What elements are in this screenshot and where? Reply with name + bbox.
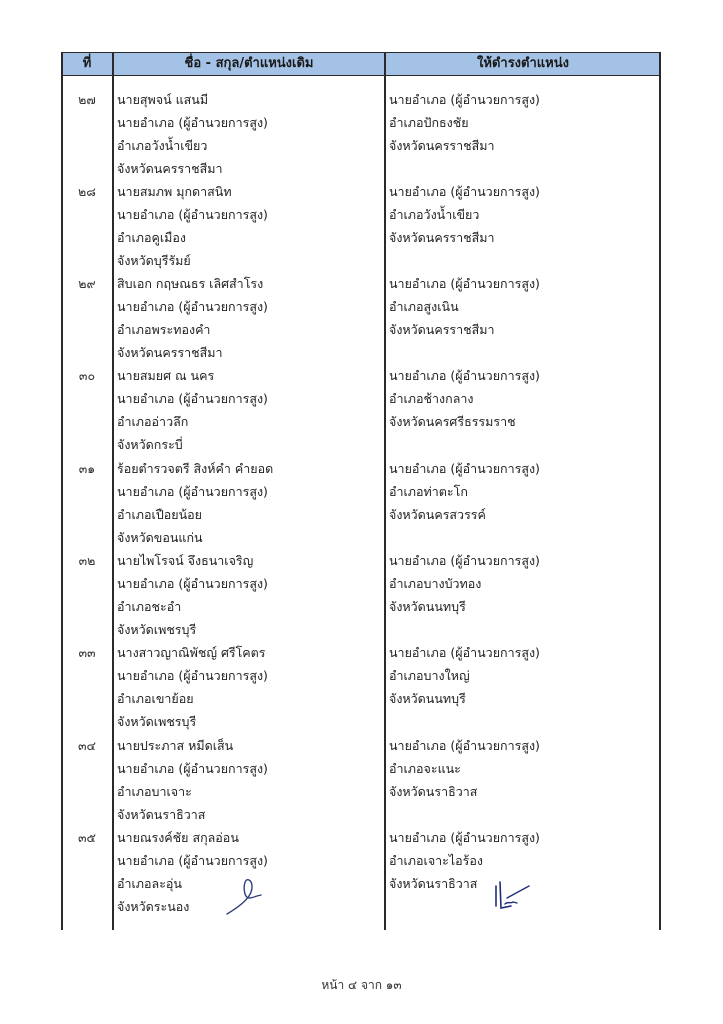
previous-position-line: อำเภอวังน้ำเขียว bbox=[117, 138, 208, 153]
table-header bbox=[61, 52, 661, 76]
previous-position-line: นายอำเภอ (ผู้อำนวยการสูง) bbox=[117, 853, 268, 868]
new-position-line: นายอำเภอ (ผู้อำนวยการสูง) bbox=[389, 645, 540, 660]
new-position-line: จังหวัดนครสวรรค์ bbox=[389, 507, 486, 522]
previous-position-line: อำเภอเปือยน้อย bbox=[117, 507, 202, 522]
new-position-line: อำเภอบางใหญ่ bbox=[389, 668, 470, 683]
new-position-line: อำเภอบางบัวทอง bbox=[389, 576, 482, 591]
person-name: นายสุพจน์ แสนมี bbox=[117, 92, 209, 107]
previous-position-line: อำเภอพระทองคำ bbox=[117, 322, 211, 337]
new-position-cell bbox=[389, 180, 657, 249]
new-position-line: อำเภอวังน้ำเขียว bbox=[389, 207, 480, 222]
signature-left-icon bbox=[223, 874, 273, 919]
previous-position-line: นายอำเภอ (ผู้อำนวยการสูง) bbox=[117, 668, 268, 683]
new-position-cell bbox=[389, 549, 657, 618]
table-row bbox=[61, 88, 661, 180]
entry-number: ๒๙ bbox=[78, 276, 96, 291]
previous-position-line: นายอำเภอ (ผู้อำนวยการสูง) bbox=[117, 576, 268, 591]
previous-position-cell bbox=[117, 734, 385, 826]
new-position-line: จังหวัดนครราชสีมา bbox=[389, 322, 495, 337]
previous-position-line: อำเภอคูเมือง bbox=[117, 230, 187, 245]
entry-number: ๓๕ bbox=[77, 830, 96, 845]
new-position-line: จังหวัดนครราชสีมา bbox=[389, 138, 495, 153]
new-position-line: นายอำเภอ (ผู้อำนวยการสูง) bbox=[389, 276, 540, 291]
person-name: นายณรงค์ชัย สกุลอ่อน bbox=[117, 830, 239, 845]
person-name: นายสมภพ มุกดาสนิท bbox=[117, 184, 232, 199]
entry-number: ๓๓ bbox=[78, 645, 96, 660]
previous-position-line: นายอำเภอ (ผู้อำนวยการสูง) bbox=[117, 299, 268, 314]
new-position-cell bbox=[389, 364, 657, 433]
previous-position-line: อำเภอเขาย้อย bbox=[117, 691, 194, 706]
new-position-line: นายอำเภอ (ผู้อำนวยการสูง) bbox=[389, 92, 540, 107]
new-position-cell bbox=[389, 641, 657, 710]
previous-position-cell bbox=[117, 272, 385, 364]
person-name: นายไพโรจน์ จึงธนาเจริญ bbox=[117, 553, 254, 568]
new-position-line: อำเภอท่าตะโก bbox=[389, 484, 468, 499]
person-name: ร้อยตำรวจตรี สิงห์คำ คำยอด bbox=[117, 461, 274, 476]
previous-position-line: จังหวัดนครราชสีมา bbox=[117, 345, 223, 360]
page-number: หน้า ๔ จาก ๑๓ bbox=[321, 978, 402, 992]
entry-number: ๒๘ bbox=[78, 184, 96, 199]
new-position-line: นายอำเภอ (ผู้อำนวยการสูง) bbox=[389, 184, 540, 199]
new-position-cell bbox=[389, 272, 657, 341]
previous-position-line: นายอำเภอ (ผู้อำนวยการสูง) bbox=[117, 115, 268, 130]
person-name: นางสาวญาณิพัชญ์ ศรีโคตร bbox=[117, 645, 266, 660]
previous-position-cell bbox=[117, 180, 385, 272]
new-position-cell bbox=[389, 734, 657, 803]
header-new-position: ให้ดำรงตำแหน่ง bbox=[477, 56, 569, 71]
table-row bbox=[61, 180, 661, 272]
new-position-line: จังหวัดนนทบุรี bbox=[389, 599, 466, 614]
person-name: นายประภาส หมีดเส็น bbox=[117, 738, 234, 753]
table-row bbox=[61, 826, 661, 918]
signature-right-icon bbox=[489, 876, 539, 916]
previous-position-line: จังหวัดขอนแก่น bbox=[117, 530, 203, 545]
entry-number: ๓๐ bbox=[78, 368, 96, 383]
previous-position-cell bbox=[117, 364, 385, 456]
previous-position-line: นายอำเภอ (ผู้อำนวยการสูง) bbox=[117, 207, 268, 222]
previous-position-cell bbox=[117, 641, 385, 733]
previous-position-line: จังหวัดบุรีรัมย์ bbox=[117, 253, 191, 268]
previous-position-line: อำเภออ่าวลึก bbox=[117, 414, 189, 429]
new-position-line: จังหวัดนครราชสีมา bbox=[389, 230, 495, 245]
entry-number: ๓๔ bbox=[77, 738, 96, 753]
new-position-line: นายอำเภอ (ผู้อำนวยการสูง) bbox=[389, 738, 540, 753]
previous-position-line: จังหวัดเพชรบุรี bbox=[117, 714, 197, 729]
new-position-line: จังหวัดนนทบุรี bbox=[389, 691, 466, 706]
previous-position-cell bbox=[117, 549, 385, 641]
header-number: ที่ bbox=[82, 56, 92, 71]
previous-position-line: นายอำเภอ (ผู้อำนวยการสูง) bbox=[117, 484, 268, 499]
table-row bbox=[61, 549, 661, 641]
new-position-line: นายอำเภอ (ผู้อำนวยการสูง) bbox=[389, 830, 540, 845]
new-position-line: อำเภอช้างกลาง bbox=[389, 391, 474, 406]
table-row bbox=[61, 734, 661, 826]
table-row bbox=[61, 457, 661, 549]
new-position-line: จังหวัดนราธิวาส bbox=[389, 876, 478, 891]
table-row bbox=[61, 272, 661, 364]
table-row bbox=[61, 364, 661, 456]
previous-position-line: จังหวัดกระบี่ bbox=[117, 437, 183, 452]
previous-position-line: จังหวัดนครราชสีมา bbox=[117, 161, 223, 176]
previous-position-line: อำเภอละอุ่น bbox=[117, 876, 182, 891]
entry-number: ๓๑ bbox=[78, 461, 96, 476]
previous-position-line: จังหวัดระนอง bbox=[117, 899, 190, 914]
new-position-line: อำเภอสูงเนิน bbox=[389, 299, 459, 314]
previous-position-line: นายอำเภอ (ผู้อำนวยการสูง) bbox=[117, 761, 268, 776]
previous-position-line: อำเภอชะอำ bbox=[117, 599, 182, 614]
new-position-line: อำเภอจะแนะ bbox=[389, 761, 461, 776]
new-position-cell bbox=[389, 88, 657, 157]
previous-position-line: อำเภอบาเจาะ bbox=[117, 784, 192, 799]
entry-number: ๒๗ bbox=[78, 92, 96, 107]
new-position-line: อำเภอเจาะไอร้อง bbox=[389, 853, 483, 868]
previous-position-line: จังหวัดนราธิวาส bbox=[117, 807, 206, 822]
previous-position-line: นายอำเภอ (ผู้อำนวยการสูง) bbox=[117, 391, 268, 406]
previous-position-cell bbox=[117, 457, 385, 549]
new-position-line: จังหวัดนราธิวาส bbox=[389, 784, 478, 799]
entry-number: ๓๒ bbox=[78, 553, 96, 568]
table-row bbox=[61, 641, 661, 733]
new-position-line: นายอำเภอ (ผู้อำนวยการสูง) bbox=[389, 553, 540, 568]
appointment-table bbox=[61, 52, 661, 930]
new-position-line: นายอำเภอ (ผู้อำนวยการสูง) bbox=[389, 461, 540, 476]
new-position-line: อำเภอปักธงชัย bbox=[389, 115, 469, 130]
new-position-line: จังหวัดนครศรีธรรมราช bbox=[389, 414, 516, 429]
header-previous-position: ชื่อ - สกุล/ตำแหน่งเดิม bbox=[184, 56, 314, 71]
new-position-cell bbox=[389, 457, 657, 526]
new-position-line: นายอำเภอ (ผู้อำนวยการสูง) bbox=[389, 368, 540, 383]
person-name: สิบเอก กฤษณธร เลิศสำโรง bbox=[117, 276, 264, 291]
previous-position-line: จังหวัดเพชรบุรี bbox=[117, 622, 197, 637]
previous-position-cell bbox=[117, 88, 385, 180]
person-name: นายสมยศ ณ นคร bbox=[117, 368, 215, 383]
